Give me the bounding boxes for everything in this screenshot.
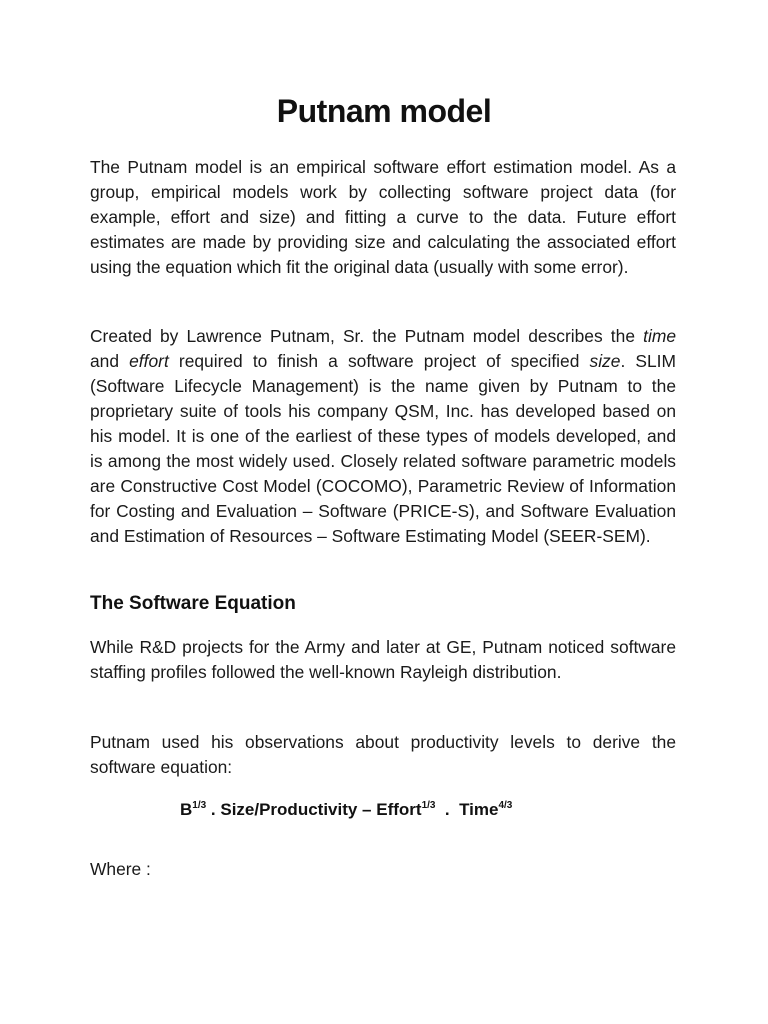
page-title: Putnam model: [276, 93, 492, 129]
equation-b-exponent: 1/3: [192, 800, 207, 811]
history-text-d: . SLIM (Software Lifecycle Management) is the name given by Putnam to the proprietary suite of tools his company QSM, Inc. has developed based on his model. It is one of the earliest of these types of models developed, and is among the most widely used. Closely related software parametric models are Constructive Cost Model (COCOMO), Parametric Review of Information for Costing and Evaluation – Software (PRICE-S), and Software Evaluation and Estimation of Resources – Software Estimating Model (SEER-SEM).: [90, 351, 676, 546]
section-heading: The Software Equation: [90, 593, 296, 614]
where-label: Where :: [90, 859, 151, 879]
equation-b: B: [180, 800, 193, 819]
history-paragraph: [90, 324, 676, 549]
term-size: size: [589, 351, 621, 371]
intro-paragraph: The Putnam model is an empirical software effort estimation model. As a group, empirical models work by collecting software project data (for example, effort and size) and fitting a curve to the data. Future effort estimates are made by providing size and calculating the associated effort using the equation which fit the original data (usually with some error).: [90, 157, 676, 277]
history-text-a: Created by Lawrence Putnam, Sr. the Putnam model describes the: [90, 326, 644, 346]
equation-effort-exponent: 1/3: [421, 800, 436, 811]
equation-time: . Time: [435, 800, 499, 819]
term-time: time: [643, 326, 676, 346]
history-text-b: and: [90, 351, 130, 371]
equation-middle: . Size/Productivity – Effort: [206, 800, 422, 819]
software-equation: [180, 800, 512, 820]
equation-time-exponent: 4/3: [498, 800, 513, 811]
term-effort: effort: [129, 351, 169, 371]
equation-intro-paragraph: Putnam used his observations about productivity levels to derive the software equation:: [90, 732, 676, 777]
history-text-c: required to finish a software project of specified: [168, 351, 590, 371]
rayleigh-paragraph: While R&D projects for the Army and later at GE, Putnam noticed software staffing profiles followed the well-known Rayleigh distribution.: [90, 637, 676, 682]
